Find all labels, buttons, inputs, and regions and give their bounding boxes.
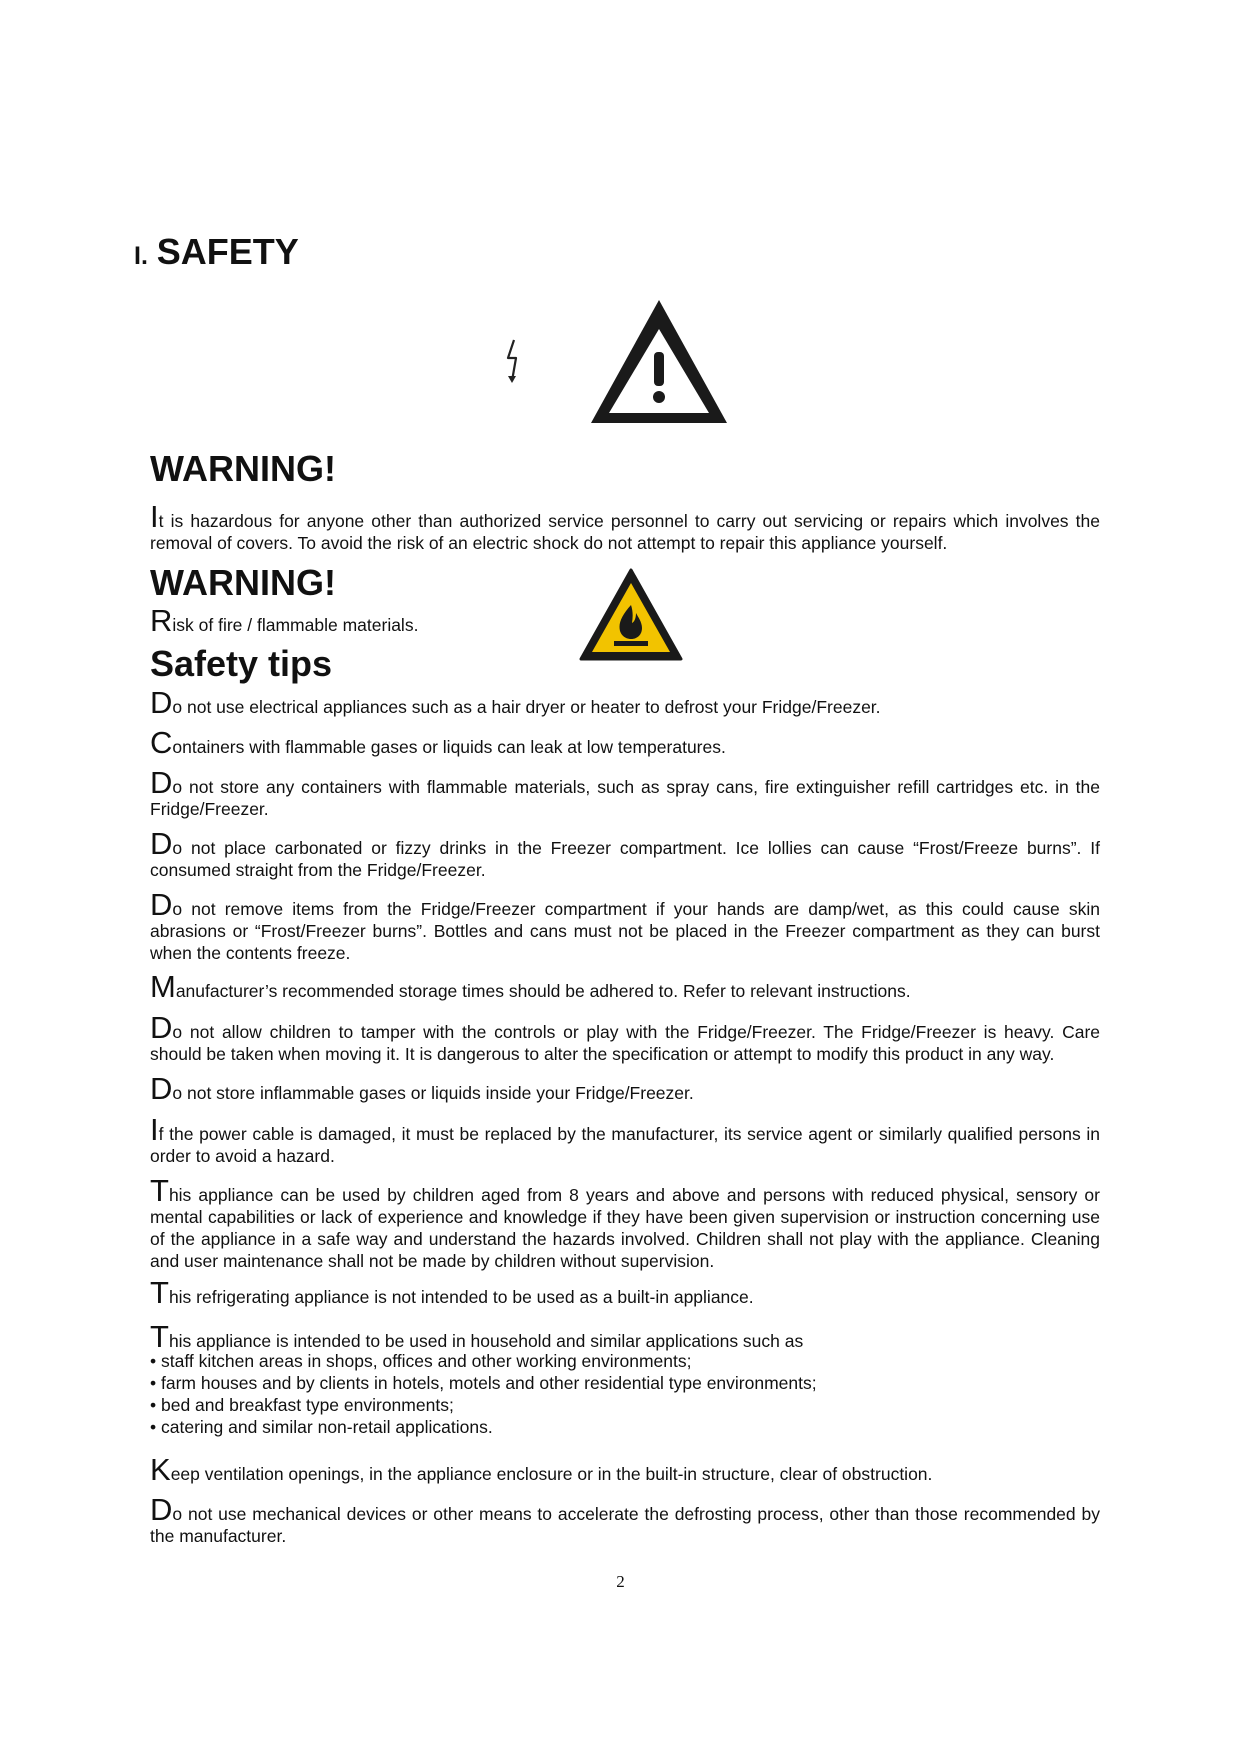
tip-item: Do not allow children to tamper with the controls or play with the Fridge/Freezer. The Fridge/Freezer is heavy. Care should be taken when moving it. It is dangerous to alter the specification or attempt to modify this product in any way. [150,1010,1100,1064]
warning-1-text: It is hazardous for anyone other than authorized service personnel to carry out servicing or repairs which involves the removal of covers. To avoid the risk of an electric shock do not attempt to repair this appliance yourself. [150,499,1100,553]
warning-2-text: Risk of fire / flammable materials. [150,603,419,638]
tip-item: Do not use electrical appliances such as a hair dryer or heater to defrost your Fridge/Freezer. [150,685,881,720]
applications-list [150,1350,1100,1438]
section-title [134,231,299,272]
section-number: I. [134,242,148,270]
tip-item: Do not remove items from the Fridge/Freezer compartment if your hands are damp/wet, as this could cause skin abrasions or “Frost/Freezer burns”. Bottles and cans must not be placed in the Freezer compartment as they can burst when the contents freeze. [150,887,1100,963]
tip-item: This refrigerating appliance is not intended to be used as a built-in appliance. [150,1275,754,1310]
tip-item: Do not use mechanical devices or other means to accelerate the defrosting process, other than those recommended by the manufacturer. [150,1492,1100,1546]
tip-item: Do not store any containers with flammable materials, such as spray cans, fire extinguisher refill cartridges etc. in the Fridge/Freezer. [150,765,1100,819]
tip-item: Containers with flammable gases or liquids can leak at low temperatures. [150,725,726,760]
tip-item: Do not place carbonated or fizzy drinks in the Freezer compartment. Ice lollies can cause “Frost/Freeze burns”. If consumed straight from the Fridge/Freezer. [150,826,1100,880]
page-number: 2 [616,1572,625,1591]
list-item: • bed and breakfast type environments; [150,1395,454,1415]
warning-heading-1: WARNING! [150,448,336,489]
tip-item: Keep ventilation openings, in the appliance enclosure or in the built-in structure, clear of obstruction. [150,1452,933,1487]
flammable-warning-icon [578,567,684,663]
tip-item: This appliance can be used by children aged from 8 years and above and persons with reduced physical, sensory or mental capabilities or lack of experience and knowledge if they have been given supervision or instruction concerning use of the appliance in a safe way and understand the hazards involved. Children shall not play with the appliance. Cleaning and user maintenance shall not be made by children without supervision. [150,1173,1100,1271]
list-item: • farm houses and by clients in hotels, motels and other residential type environments; [150,1373,817,1393]
tip-item: Do not store inflammable gases or liquids inside your Fridge/Freezer. [150,1071,694,1106]
tip-item: Manufacturer’s recommended storage times should be adhered to. Refer to relevant instructions. [150,969,911,1004]
warning-triangle-icon [591,300,727,423]
safety-tips-heading: Safety tips [150,643,333,684]
tip-item: If the power cable is damaged, it must be replaced by the manufacturer, its service agent or similarly qualified persons in order to avoid a hazard. [150,1112,1100,1166]
lightning-bolt-icon [508,340,516,383]
list-item: • staff kitchen areas in shops, offices and other working environments; [150,1351,692,1371]
section-title-text: SAFETY [156,231,299,272]
tip-item: This appliance is intended to be used in household and similar applications such as [150,1319,804,1354]
list-item: • catering and similar non-retail applications. [150,1417,493,1437]
warning-heading-2: WARNING! [150,562,336,603]
hazard-icons [500,298,750,428]
